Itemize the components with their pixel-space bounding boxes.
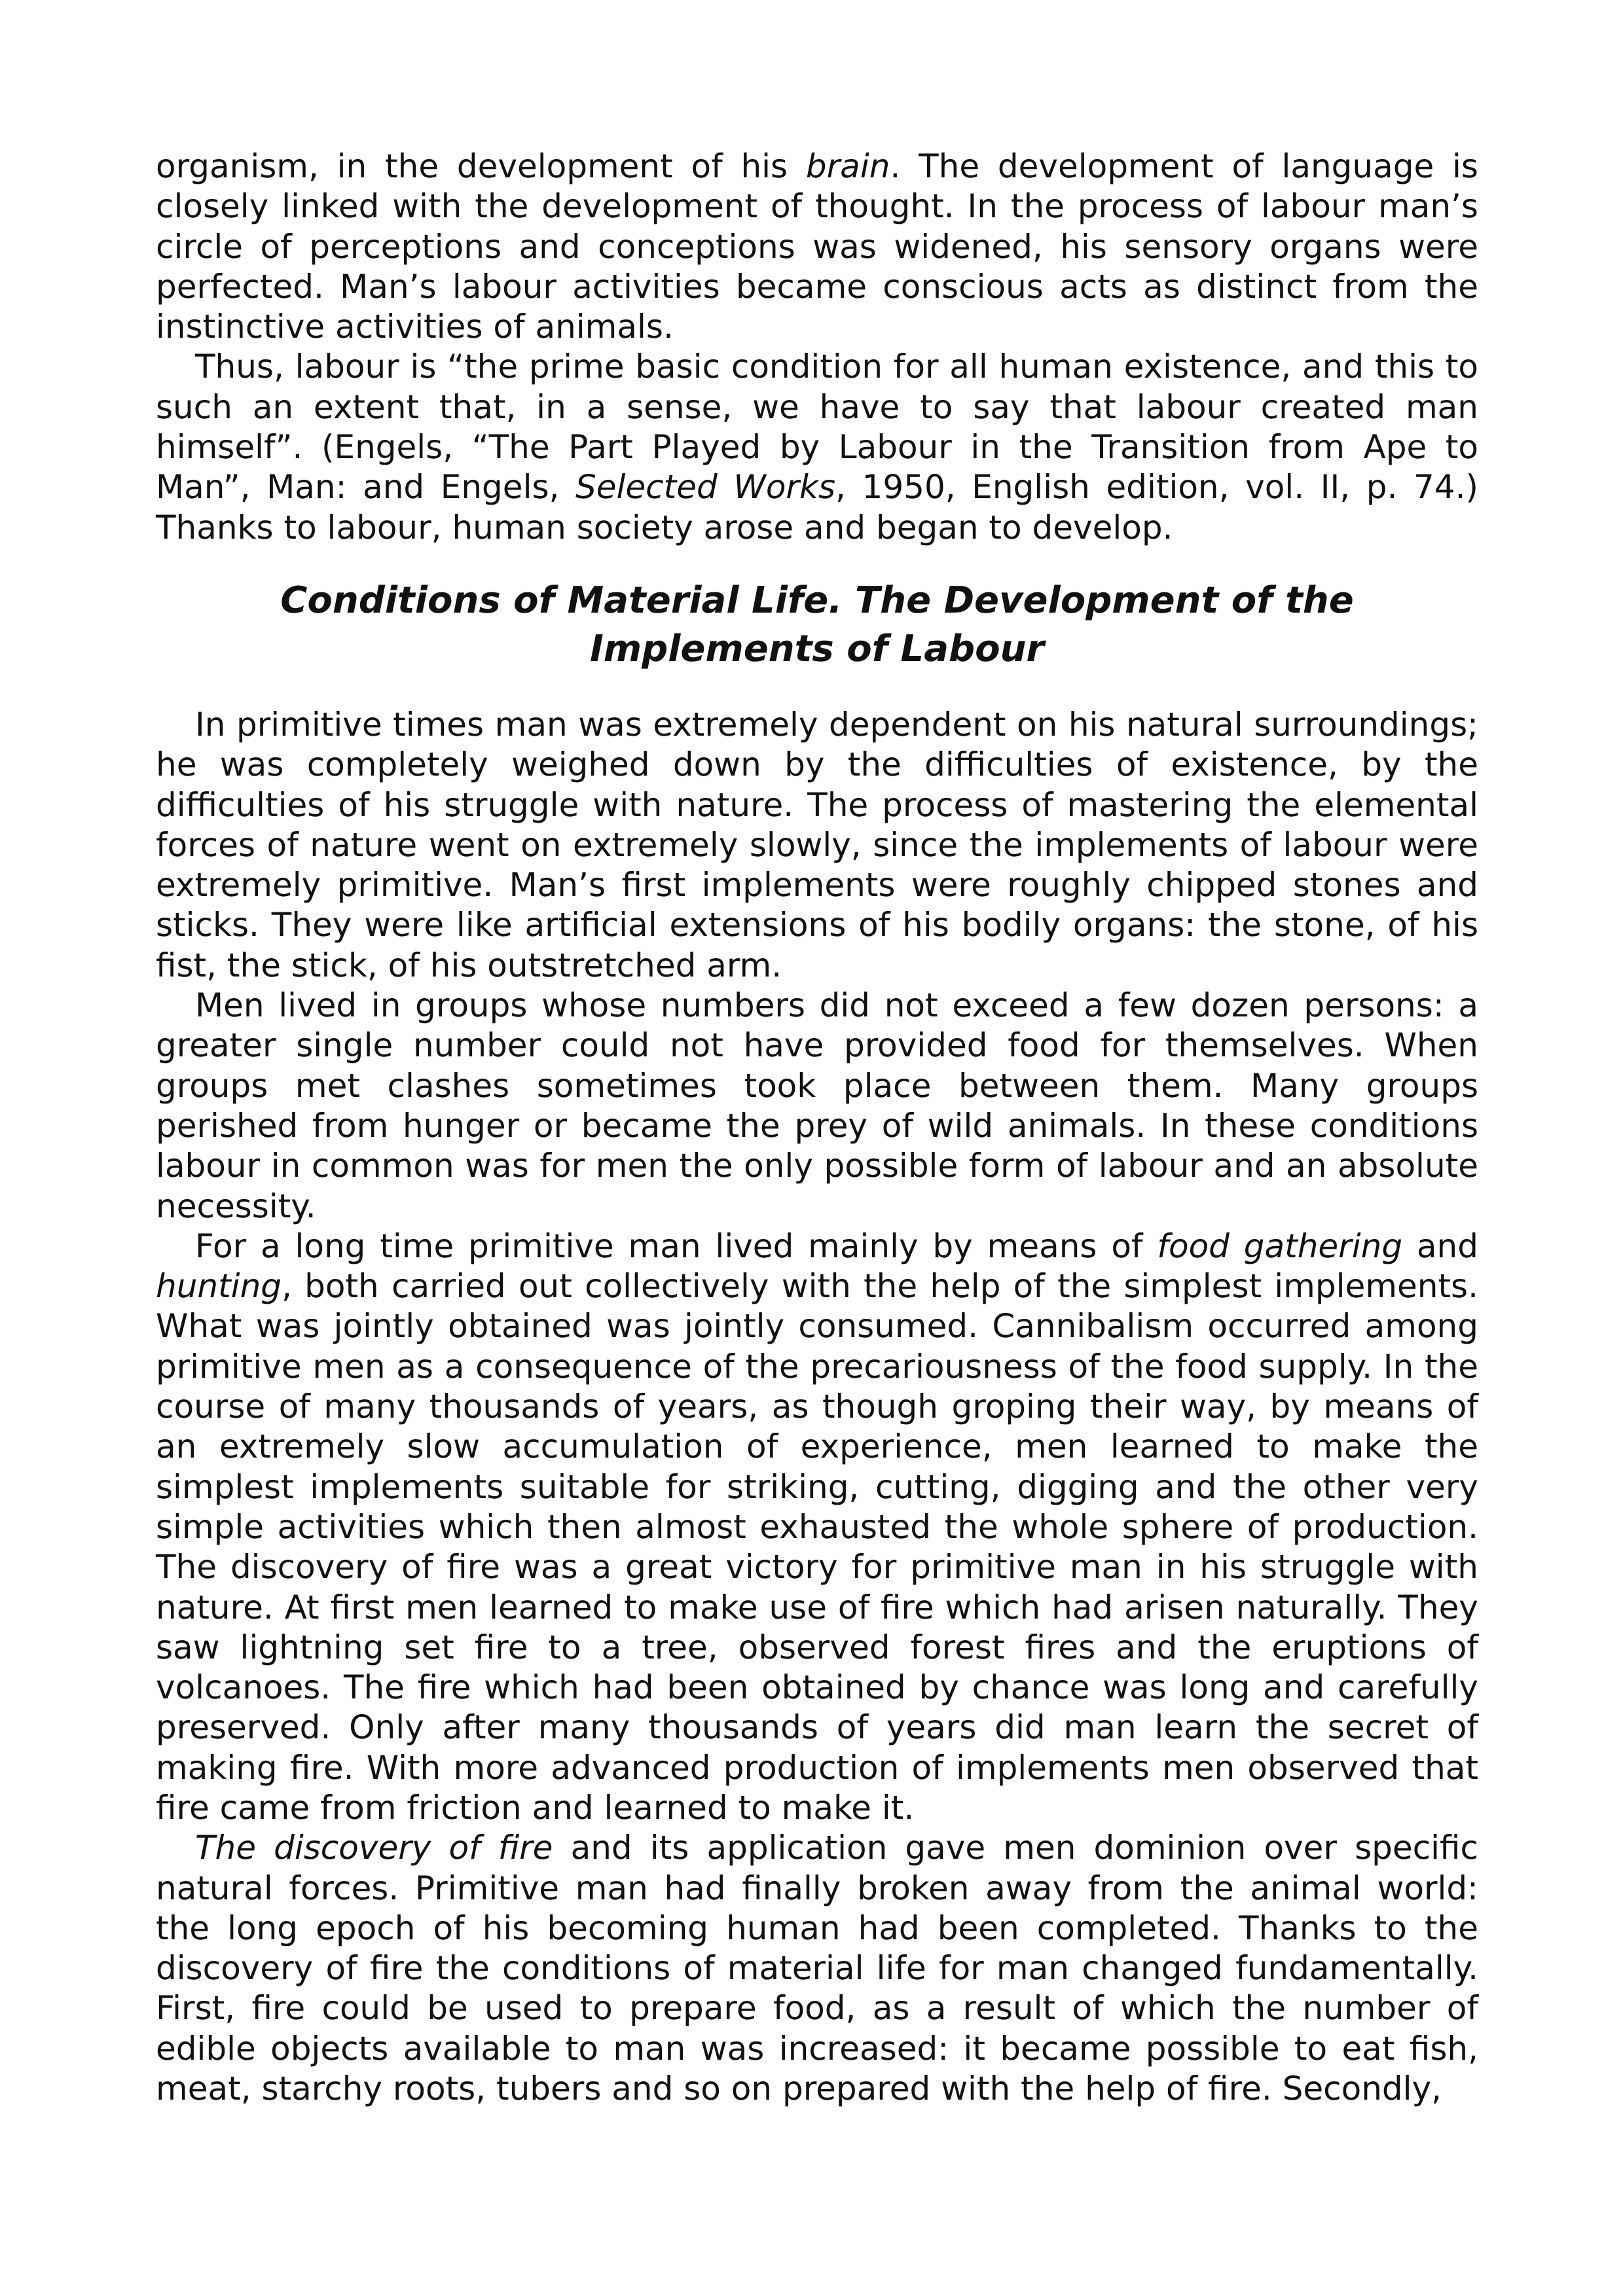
section-heading-line-2: Implements of Labour [589, 627, 1045, 670]
document-page [156, 147, 1478, 2109]
text-run: organism, in the development of his [156, 147, 806, 185]
text-run-italic: The discovery of fire [195, 1829, 553, 1867]
paragraph [156, 1828, 1478, 2109]
text-run: , both carried out collectively with the help of the simplest implements. What was jointly obtained was jointly consumed. Cannibalism occurred among primitive men as a consequence of the precariousness of the food supply. In the course of many thousands of years, as though groping their way, by means of an extremely slow accumulation of experience, men learned to make the simplest implements suitable for striking, cutting, digging and the other very simple activities which then almost exhausted the whole sphere of production. The discovery of fire was a great victory for primitive man in his struggle with nature. At first men learned to make use of fire which had arisen naturally. They saw lightning set fire to a tree, observed forest fires and the eruptions of volcanoes. The fire which had been obtained by chance was long and carefully preserved. Only after many thousands of years did man learn the secret of making fire. With more advanced production of implements men observed that fire came from friction and learned to make it. [156, 1267, 1478, 1827]
text-run: . The development of language is closely linked with the development of thought. In the process of labour man’s circle of perceptions and conceptions was widened, his sensory organs were perfected. Man’s labour activities became conscious acts as distinct from the instinctive activities of animals. [156, 147, 1478, 346]
paragraph [156, 347, 1478, 547]
spacer [156, 548, 1478, 577]
text-run: In primitive times man was extremely dependent on his natural surroundings; he was completely weighed down by the difficulties of existence, by the difficulties of his struggle with nature. The process of mastering the elemental forces of nature went on extremely slowly, since the implements of labour were extremely primitive. Man’s first implements were roughly chipped stones and sticks. They were like artificial extensions of his bodily organs: the stone, of his fist, the stick, of his outstretched arm. [156, 705, 1478, 984]
paragraph [156, 147, 1478, 347]
text-run: and [1402, 1227, 1478, 1265]
text-run-italic: brain [805, 147, 890, 185]
text-run: For a long time primitive man lived mainly by means of [195, 1227, 1158, 1265]
text-run-italic: Selected Works [575, 468, 835, 507]
paragraph [156, 986, 1478, 1227]
section-heading-line-1: Conditions of Material Life. The Development of the [280, 579, 1354, 622]
text-run: Men lived in groups whose numbers did not exceed a few dozen persons: a greater single number could not have provided food for themselves. When groups met clashes sometimes took place between them. Many groups perished from hunger or became the prey of wild animals. In these conditions labour in common was for men the only possible form of labour and an absolute necessity. [156, 986, 1478, 1225]
text-run: , 1950, English edition, vol. II, p. 74.) Thanks to labour, human society arose and began to develop. [156, 468, 1479, 547]
text-run-italic: hunting [156, 1267, 282, 1306]
text-run: and its application gave men dominion over specific natural forces. Primitive man had finally broken away from the animal world: the long epoch of his becoming human had been completed. Thanks to the discovery of fire the conditions of material life for man changed fundamentally. First, fire could be used to prepare food, as a result of which the number of edible objects available to man was increased: it became possible to eat fish, meat, starchy roots, tubers and so on prepared with the help of fire. Secondly, [156, 1829, 1478, 2108]
text-run: Thus, labour is “the prime basic condition for all human existence, and this to such an extent that, in a sense, we have to say that labour created man himself”. (Engels, “The Part Played by Labour in the Transition from Ape to Man”, Man: and Engels, [156, 348, 1478, 507]
section-heading [156, 577, 1478, 673]
text-run-italic: food gathering [1157, 1227, 1403, 1265]
paragraph [156, 705, 1478, 986]
spacer [156, 673, 1478, 705]
paragraph [156, 1227, 1478, 1828]
